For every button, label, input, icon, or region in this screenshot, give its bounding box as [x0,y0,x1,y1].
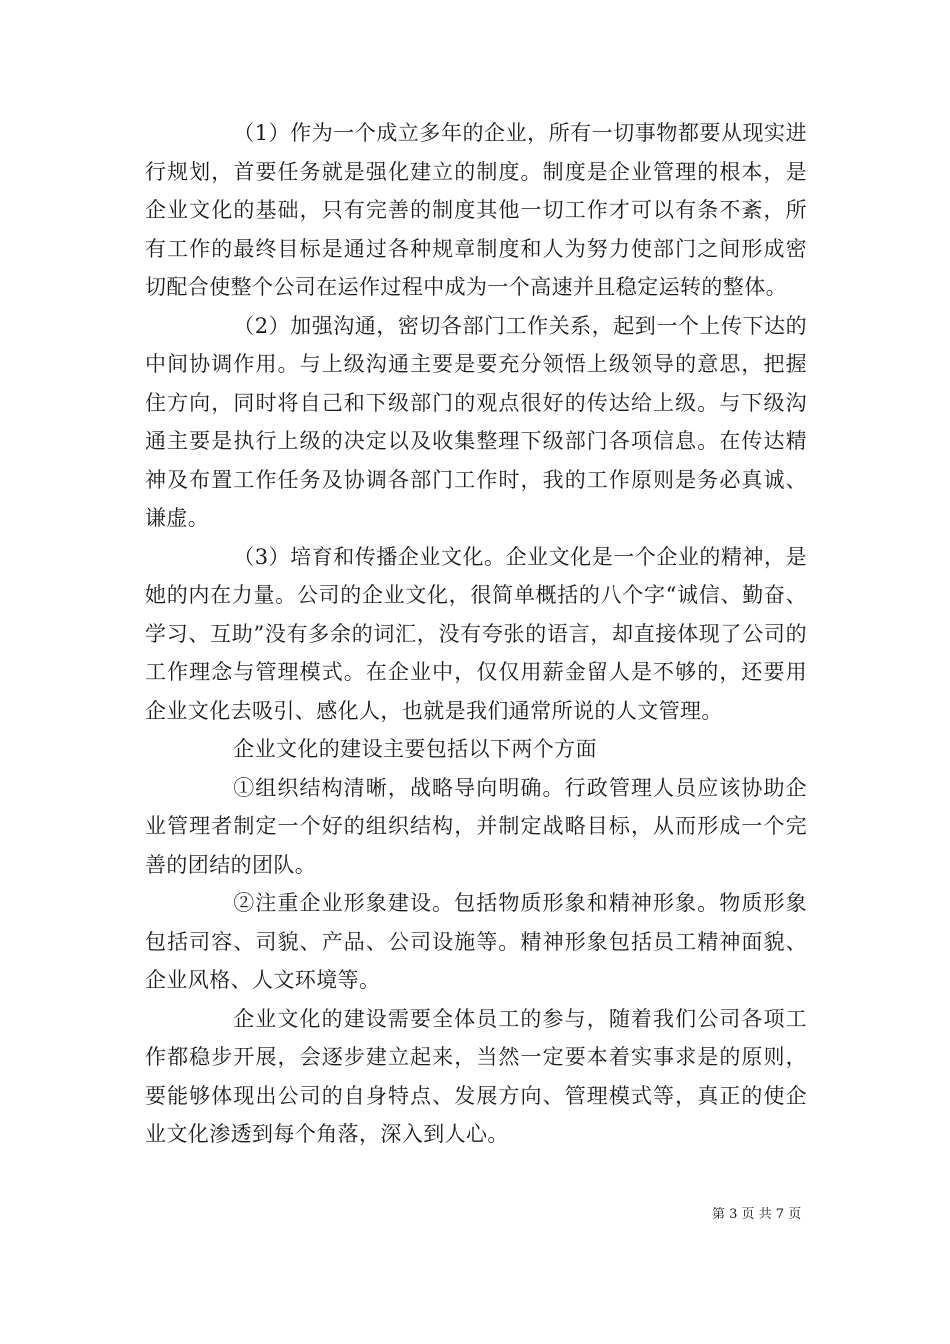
paragraph-1: （1）作为一个成立多年的企业，所有一切事物都要从现实进行规划，首要任务就是强化建立的制度。制度是企业管理的根本，是企业文化的基础，只有完善的制度其他一切工作才可以有条不紊，所有工作的最终目标是通过各种规章制度和人为努力使部门之间形成密切配合使整个公司在运作过程中成为一个高速并且稳定运转的整体。 [145,121,807,299]
paragraph-closing: 企业文化的建设需要全体员工的参与，随着我们公司各项工作都稳步开展，会逐步建立起来，当然一定要本着实事求是的原则，要能够体现出公司的自身特点、发展方向、管理模式等，真正的使企业文化渗透到每个角落，深入到人心。 [145,1006,807,1146]
section-heading: 企业文化的建设主要包括以下两个方面 [233,737,597,761]
paragraph-2: （2）加强沟通，密切各部门工作关系，起到一个上传下达的中间协调作用。与上级沟通主要是要充分领悟上级领导的意思，把握住方向，同时将自己和下级部门的观点很好的传达给上级。与下级沟通主要是执行上级的决定以及收集整理下级部门各项信息。在传达精神及布置工作任务及协调各部门工作时，我的工作原则是务必真诚、谦虚。 [145,313,807,530]
paragraph-item-1: ①组织结构清晰，战略导向明确。行政管理人员应该协助企业管理者制定一个好的组织结构，并制定战略目标，从而形成一个完善的团结的团队。 [145,775,807,877]
paragraph-item-2: ②注重企业形象建设。包括物质形象和精神形象。物质形象包括司容、司貌、产品、公司设施等。精神形象包括员工精神面貌、企业风格、人文环境等。 [145,891,807,992]
document-body [145,114,807,1154]
page-number-footer: 第 3 页 共 7 页 [712,1207,802,1222]
paragraph-3: （3）培育和传播企业文化。企业文化是一个企业的精神，是她的内在力量。公司的企业文化，很简单概括的八个字“诚信、勤奋、学习、互助”没有多余的词汇，没有夸张的语言，却直接体现了公司的工作理念与管理模式。在企业中，仅仅用薪金留人是不够的，还要用企业文化去吸引、感化人，也就是我们通常所说的人文管理。 [145,544,807,723]
